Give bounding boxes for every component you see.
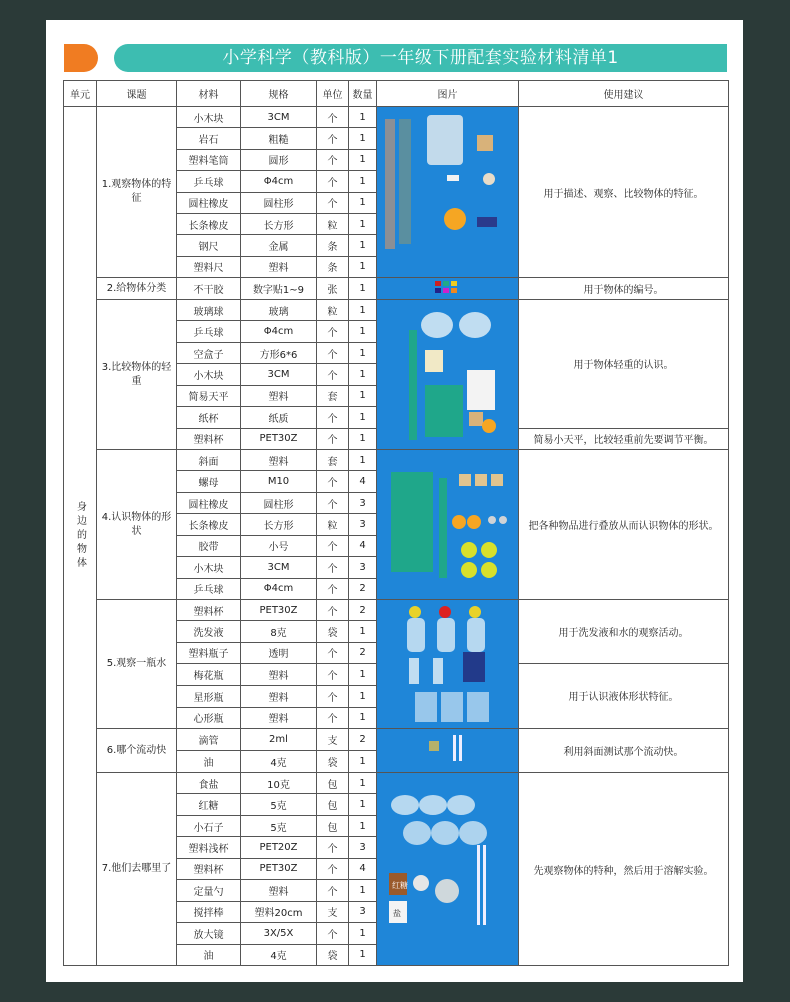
material-unit: 个	[317, 407, 349, 428]
usage-tip: 简易小天平，比较轻重前先要调节平衡。	[519, 428, 729, 449]
material-photo	[377, 773, 519, 966]
material-name: 油	[177, 944, 241, 966]
material-name: 塑料杯	[177, 428, 241, 449]
table-row	[64, 773, 729, 794]
material-quantity: 1	[349, 880, 377, 901]
title-tab-decoration	[64, 44, 98, 72]
material-unit: 套	[317, 450, 349, 471]
usage-tip: 用于描述、观察、比较物体的特征。	[519, 107, 729, 278]
table-row	[64, 600, 729, 621]
material-quantity: 1	[349, 686, 377, 707]
material-name: 小木块	[177, 557, 241, 578]
material-unit: 粒	[317, 213, 349, 234]
material-spec: M10	[241, 471, 317, 492]
material-quantity: 1	[349, 621, 377, 642]
material-name: 心形瓶	[177, 707, 241, 728]
usage-tip: 用于物体轻重的认识。	[519, 300, 729, 429]
material-quantity: 1	[349, 107, 377, 128]
table-row	[64, 300, 729, 321]
unit-name: 身边的物体	[64, 107, 97, 966]
material-spec: 方形6*6	[241, 342, 317, 363]
material-name: 乒乓球	[177, 578, 241, 599]
header-unit: 单元	[64, 81, 97, 107]
material-unit: 个	[317, 600, 349, 621]
material-name: 空盒子	[177, 342, 241, 363]
material-quantity: 1	[349, 450, 377, 471]
table-row	[64, 450, 729, 471]
material-name: 小木块	[177, 107, 241, 128]
material-spec: 塑料	[241, 663, 317, 686]
material-quantity: 1	[349, 407, 377, 428]
material-photo	[377, 278, 519, 300]
material-unit: 个	[317, 107, 349, 128]
material-quantity: 3	[349, 901, 377, 922]
material-unit: 个	[317, 535, 349, 556]
lesson-name: 1.观察物体的特征	[97, 107, 177, 278]
material-unit: 个	[317, 321, 349, 342]
lesson-name: 7.他们去哪里了	[97, 773, 177, 966]
material-unit: 个	[317, 858, 349, 879]
material-quantity: 1	[349, 192, 377, 213]
lesson-name: 4.认识物体的形状	[97, 450, 177, 600]
material-name: 小石子	[177, 815, 241, 836]
material-spec: PET30Z	[241, 600, 317, 621]
material-spec: 长方形	[241, 514, 317, 535]
material-spec: 塑料	[241, 707, 317, 728]
material-name: 钢尺	[177, 235, 241, 256]
material-spec: Φ4cm	[241, 171, 317, 192]
material-unit: 支	[317, 729, 349, 751]
material-quantity: 1	[349, 171, 377, 192]
material-unit: 个	[317, 557, 349, 578]
material-quantity: 4	[349, 471, 377, 492]
material-quantity: 1	[349, 128, 377, 149]
material-spec: 2ml	[241, 729, 317, 751]
svg-text:盐: 盐	[393, 909, 401, 918]
usage-tip: 先观察物体的特种，然后用于溶解实验。	[519, 773, 729, 966]
material-name: 洗发液	[177, 621, 241, 642]
table-header-row	[64, 81, 729, 107]
usage-tip: 把各种物品进行叠放从而认识物体的形状。	[519, 450, 729, 600]
material-name: 滴管	[177, 729, 241, 751]
material-photo	[377, 450, 519, 600]
material-spec: 塑料	[241, 450, 317, 471]
material-unit: 个	[317, 471, 349, 492]
material-spec: 塑料	[241, 256, 317, 277]
header-lesson: 课题	[97, 81, 177, 107]
header-usage: 使用建议	[519, 81, 729, 107]
material-quantity: 4	[349, 535, 377, 556]
lesson-name: 3.比较物体的轻重	[97, 300, 177, 450]
material-quantity: 3	[349, 514, 377, 535]
material-spec: 塑料20cm	[241, 901, 317, 922]
material-name: 塑料杯	[177, 858, 241, 879]
material-name: 乒乓球	[177, 171, 241, 192]
table-row	[64, 278, 729, 300]
svg-text:红糖: 红糖	[392, 881, 408, 890]
material-quantity: 1	[349, 385, 377, 406]
material-spec: PET30Z	[241, 858, 317, 879]
lesson-name: 5.观察一瓶水	[97, 600, 177, 729]
material-spec: 塑料	[241, 385, 317, 406]
materials-table	[63, 80, 729, 966]
material-name: 红糖	[177, 794, 241, 815]
material-quantity: 1	[349, 364, 377, 385]
page-title: 小学科学（教科版）一年级下册配套实验材料清单1	[114, 44, 727, 72]
material-unit: 条	[317, 256, 349, 277]
material-name: 岩石	[177, 128, 241, 149]
material-unit: 个	[317, 686, 349, 707]
material-spec: 4克	[241, 751, 317, 773]
material-unit: 个	[317, 880, 349, 901]
material-spec: Φ4cm	[241, 321, 317, 342]
material-name: 简易天平	[177, 385, 241, 406]
material-spec: 玻璃	[241, 300, 317, 321]
material-spec: 粗糙	[241, 128, 317, 149]
material-spec: 数字贴1~9	[241, 278, 317, 300]
material-unit: 个	[317, 192, 349, 213]
material-unit: 个	[317, 149, 349, 170]
material-quantity: 4	[349, 858, 377, 879]
material-spec: 5克	[241, 815, 317, 836]
material-name: 长条橡皮	[177, 213, 241, 234]
material-unit: 包	[317, 773, 349, 794]
material-quantity: 1	[349, 707, 377, 728]
material-name: 搅拌棒	[177, 901, 241, 922]
material-sheet	[46, 20, 743, 982]
material-quantity: 3	[349, 492, 377, 513]
material-quantity: 1	[349, 256, 377, 277]
header-material: 材料	[177, 81, 241, 107]
material-spec: PET30Z	[241, 428, 317, 449]
material-spec: 3CM	[241, 107, 317, 128]
material-quantity: 2	[349, 642, 377, 663]
material-unit: 袋	[317, 751, 349, 773]
material-unit: 条	[317, 235, 349, 256]
material-spec: 纸质	[241, 407, 317, 428]
material-spec: 圆柱形	[241, 192, 317, 213]
table-row	[64, 107, 729, 128]
material-name: 圆柱橡皮	[177, 192, 241, 213]
material-spec: 3CM	[241, 364, 317, 385]
usage-tip: 用于认识液体形状特征。	[519, 663, 729, 728]
material-unit: 个	[317, 663, 349, 686]
material-quantity: 1	[349, 235, 377, 256]
material-quantity: 1	[349, 428, 377, 449]
material-unit: 袋	[317, 621, 349, 642]
material-unit: 个	[317, 342, 349, 363]
material-unit: 个	[317, 492, 349, 513]
material-spec: PET20Z	[241, 837, 317, 858]
material-unit: 个	[317, 642, 349, 663]
usage-tip: 用于物体的编号。	[519, 278, 729, 300]
material-unit: 个	[317, 837, 349, 858]
material-spec: 长方形	[241, 213, 317, 234]
material-quantity: 2	[349, 578, 377, 599]
material-spec: Φ4cm	[241, 578, 317, 599]
material-unit: 包	[317, 794, 349, 815]
material-unit: 粒	[317, 514, 349, 535]
material-spec: 3X/5X	[241, 923, 317, 944]
material-spec: 金属	[241, 235, 317, 256]
material-name: 圆柱橡皮	[177, 492, 241, 513]
material-spec: 透明	[241, 642, 317, 663]
material-quantity: 2	[349, 600, 377, 621]
material-unit: 粒	[317, 300, 349, 321]
material-spec: 小号	[241, 535, 317, 556]
material-name: 胶带	[177, 535, 241, 556]
material-spec: 8克	[241, 621, 317, 642]
material-name: 放大镜	[177, 923, 241, 944]
usage-tip: 用于洗发液和水的观察活动。	[519, 600, 729, 664]
material-unit: 个	[317, 923, 349, 944]
material-spec: 5克	[241, 794, 317, 815]
material-name: 油	[177, 751, 241, 773]
usage-tip: 利用斜面测试那个流动快。	[519, 729, 729, 773]
material-quantity: 1	[349, 342, 377, 363]
material-unit: 个	[317, 364, 349, 385]
material-unit: 支	[317, 901, 349, 922]
material-quantity: 1	[349, 321, 377, 342]
material-unit: 张	[317, 278, 349, 300]
material-unit: 袋	[317, 944, 349, 966]
material-name: 定量勺	[177, 880, 241, 901]
material-name: 长条橡皮	[177, 514, 241, 535]
material-name: 食盐	[177, 773, 241, 794]
material-unit: 包	[317, 815, 349, 836]
material-quantity: 3	[349, 837, 377, 858]
header-unit-measure: 单位	[317, 81, 349, 107]
material-quantity: 1	[349, 944, 377, 966]
material-unit: 个	[317, 707, 349, 728]
material-quantity: 1	[349, 213, 377, 234]
material-name: 纸杯	[177, 407, 241, 428]
material-unit: 个	[317, 171, 349, 192]
material-quantity: 1	[349, 149, 377, 170]
material-spec: 圆形	[241, 149, 317, 170]
material-photo	[377, 107, 519, 278]
material-name: 塑料瓶子	[177, 642, 241, 663]
lesson-name: 6.哪个流动快	[97, 729, 177, 773]
header-quantity: 数量	[349, 81, 377, 107]
material-quantity: 1	[349, 923, 377, 944]
lesson-name: 2.给物体分类	[97, 278, 177, 300]
material-photo	[377, 300, 519, 450]
material-photo	[377, 600, 519, 729]
material-unit: 个	[317, 578, 349, 599]
material-spec: 4克	[241, 944, 317, 966]
material-quantity: 1	[349, 815, 377, 836]
material-name: 螺母	[177, 471, 241, 492]
material-unit: 个	[317, 128, 349, 149]
material-name: 塑料笔筒	[177, 149, 241, 170]
material-spec: 塑料	[241, 880, 317, 901]
material-spec: 圆柱形	[241, 492, 317, 513]
material-name: 小木块	[177, 364, 241, 385]
material-quantity: 1	[349, 663, 377, 686]
material-name: 不干胶	[177, 278, 241, 300]
material-name: 玻璃球	[177, 300, 241, 321]
material-quantity: 1	[349, 794, 377, 815]
material-quantity: 2	[349, 729, 377, 751]
material-name: 乒乓球	[177, 321, 241, 342]
material-quantity: 1	[349, 278, 377, 300]
material-name: 塑料浅杯	[177, 837, 241, 858]
material-name: 斜面	[177, 450, 241, 471]
table-row	[64, 729, 729, 751]
material-name: 塑料杯	[177, 600, 241, 621]
material-spec: 塑料	[241, 686, 317, 707]
material-quantity: 1	[349, 751, 377, 773]
material-unit: 个	[317, 428, 349, 449]
material-photo	[377, 729, 519, 773]
material-name: 梅花瓶	[177, 663, 241, 686]
material-unit: 套	[317, 385, 349, 406]
material-spec: 10克	[241, 773, 317, 794]
material-spec: 3CM	[241, 557, 317, 578]
material-quantity: 1	[349, 300, 377, 321]
header-spec: 规格	[241, 81, 317, 107]
material-name: 星形瓶	[177, 686, 241, 707]
material-name: 塑料尺	[177, 256, 241, 277]
material-quantity: 3	[349, 557, 377, 578]
header-picture: 图片	[377, 81, 519, 107]
material-quantity: 1	[349, 773, 377, 794]
